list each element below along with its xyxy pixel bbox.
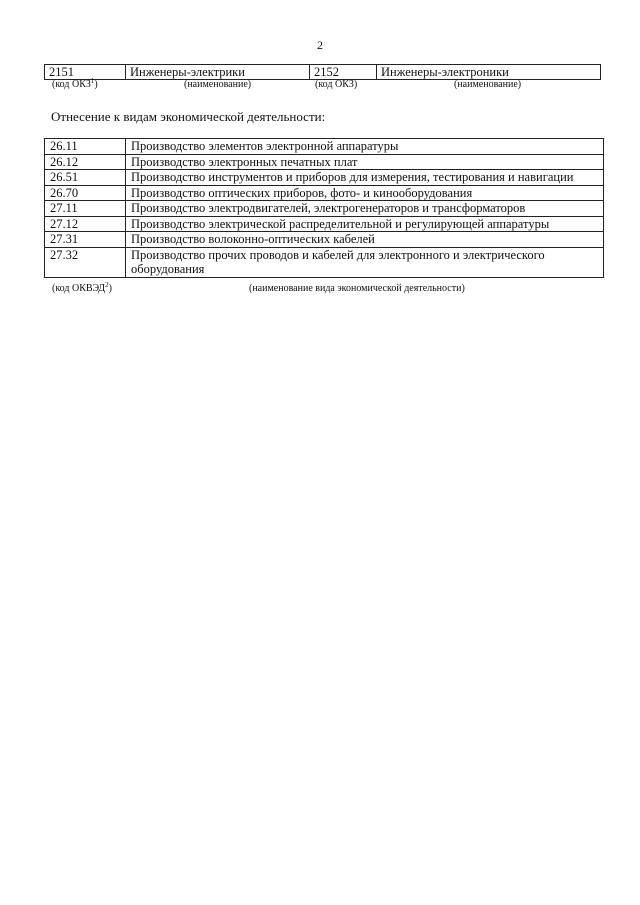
okved-row [45, 185, 604, 201]
okved-activity-name: Производство электродвигателей, электрогенераторов и трансформаторов [126, 201, 604, 217]
okved-row [45, 201, 604, 217]
okz-caption-name-2: (наименование) [454, 79, 522, 90]
footnote-mark-1: 1 [90, 77, 95, 85]
okved-table [44, 138, 604, 278]
okved-caption-code-text: (код ОКВЭД [52, 283, 106, 294]
okved-code: 26.70 [45, 185, 126, 201]
okved-row [45, 139, 604, 155]
okved-code: 27.11 [45, 201, 126, 217]
okz-caption-code-2: (код ОКЗ) [315, 79, 358, 90]
page-number: 2 [317, 38, 323, 52]
okz-name-2: Инженеры-электроники [377, 65, 601, 80]
okved-code: 26.11 [45, 139, 126, 155]
okved-code: 27.31 [45, 232, 126, 248]
okved-row [45, 154, 604, 170]
okz-caption-code-1-text: (код ОКЗ [52, 79, 91, 90]
okved-activity-name: Производство элементов электронной аппаратуры [126, 139, 604, 155]
okved-caption-code [52, 283, 112, 294]
okved-row [45, 232, 604, 248]
okz-code-1: 2151 [45, 65, 126, 80]
okz-caption-code-1 [52, 79, 98, 90]
okved-caption-code-end: ) [108, 283, 112, 294]
okz-code-2: 2152 [310, 65, 377, 80]
okved-activity-name: Производство электрической распределительной и регулирующей аппаратуры [126, 216, 604, 232]
okved-code: 27.12 [45, 216, 126, 232]
okz-row [45, 65, 601, 80]
okz-table [44, 64, 601, 80]
okved-activity-name: Производство инструментов и приборов для измерения, тестирования и навигации [126, 170, 604, 186]
okved-code: 26.12 [45, 154, 126, 170]
okz-caption-code-1-end: ) [94, 79, 98, 90]
okved-activity-name: Производство волоконно-оптических кабелей [126, 232, 604, 248]
okved-caption-name: (наименование вида экономической деятельности) [249, 283, 465, 294]
okz-name-1: Инженеры-электрики [126, 65, 310, 80]
section-heading: Отнесение к видам экономической деятельности: [51, 109, 326, 124]
okved-code: 26.51 [45, 170, 126, 186]
okved-activity-name: Производство электронных печатных плат [126, 154, 604, 170]
footnote-mark-2: 2 [105, 281, 109, 289]
okved-row [45, 216, 604, 232]
okved-captions [44, 283, 604, 297]
okved-activity-name: Производство прочих проводов и кабелей для электронного и электрического оборудования [126, 247, 604, 277]
okz-captions [44, 79, 601, 93]
okved-activity-name: Производство оптических приборов, фото- и кинооборудования [126, 185, 604, 201]
okved-code: 27.32 [45, 247, 126, 277]
okz-caption-name-1: (наименование) [184, 79, 252, 90]
okved-row [45, 170, 604, 186]
okved-row [45, 247, 604, 277]
